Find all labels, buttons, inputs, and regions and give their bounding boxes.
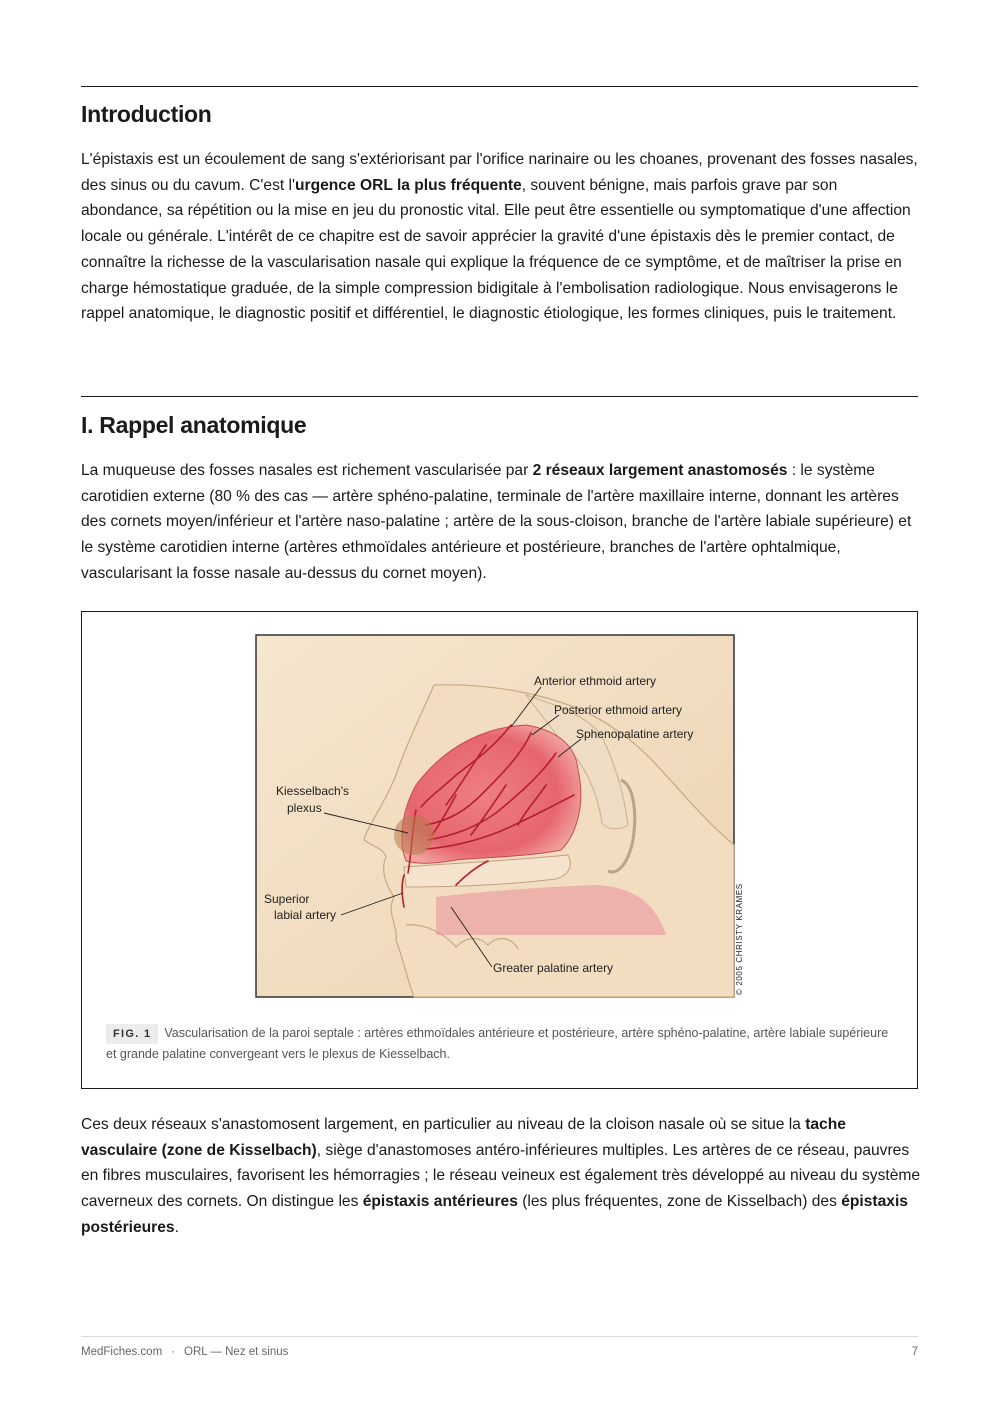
- copyright-credit: © 2005 CHRISTY KRAMES: [735, 883, 744, 995]
- label-posterior-ethmoid: Posterior ethmoid artery: [554, 703, 683, 717]
- anatomy-paragraph: [81, 458, 921, 587]
- figure-tag: FIG. 1: [106, 1024, 158, 1044]
- label-superior-labial-2: labial artery: [274, 908, 337, 922]
- emphasis-text: épistaxis antérieures: [362, 1193, 518, 1211]
- body-text: La muqueuse des fosses nasales est richement vascularisée par: [81, 462, 533, 479]
- footer-left: [81, 1346, 288, 1358]
- emphasis-text: urgence ORL la plus fréquente: [294, 176, 522, 194]
- body-text: .: [174, 1218, 179, 1236]
- intro-paragraph: [81, 147, 921, 327]
- body-text: Ces deux réseaux s'anastomosent largement, en particulier au niveau de la cloison nasale où se situe la: [81, 1116, 806, 1133]
- footer-divider: [81, 1336, 918, 1337]
- label-sphenopalatine: Sphenopalatine artery: [576, 727, 694, 741]
- body-text: , souvent bénigne, mais parfois grave par son abondance, sa répétition ou la mise en jeu du pronostic vital. Elle peut être essentielle ou symptomatique d'une affection locale ou générale. L'intérêt de ce chapitre est de savoir apprécier la gravité d'une épistaxis dès le premier contact, de connaître la richesse de la vascularisation nasale qui explique la fréquence de ce symptôme, et de maîtriser la prise en charge hémostatique graduée, de la simple compression bidigitale à l'embolisation radiologique. Nous envisagerons le rappel anatomique, le diagnostic positif et différentiel, le diagnostic étiologique, les formes cliniques, puis le traitement.: [81, 176, 911, 323]
- footer-section: ORL — Nez et sinus: [184, 1346, 289, 1358]
- body-text: : le système carotidien externe (80 % des cas — artère sphéno-palatine, terminale de l'artère maxillaire interne, donnant les artères des cornets moyen/inférieur et l'artère naso-palatine ; artère de la sous-cloison, branche de l'artère labiale supérieure) et le système carotidien interne (artères ethmoïdales antérieure et postérieure, branches de l'artère ophtalmique, vascularisant la fosse nasale au-dessus du cornet moyen).: [81, 462, 912, 582]
- footer-separator: ·: [171, 1346, 176, 1358]
- figure-caption: [106, 1023, 896, 1064]
- emphasis-text: épistaxis postérieures: [81, 1193, 908, 1236]
- page-number: 7: [911, 1346, 918, 1358]
- section-heading-introduction: Introduction: [81, 101, 212, 127]
- figure-box: [81, 611, 918, 1089]
- label-superior-labial-1: Superior: [264, 892, 310, 906]
- figure-caption-text: Vascularisation de la paroi septale : artères ethmoïdales antérieure et postérieure, artère sphéno-palatine, artère labiale supérieure et grande palatine convergeant vers le plexus de Kiesselbach.: [106, 1026, 889, 1061]
- nasal-vascularization-illustration: [256, 635, 744, 997]
- anastomosis-paragraph: [81, 1112, 921, 1241]
- label-greater-palatine: Greater palatine artery: [493, 961, 614, 975]
- section-divider: [81, 86, 918, 87]
- body-text: , siège d'anastomoses antéro-inférieures multiples. Les artères de ce réseau, pauvres en fibres musculaires, favorisent les hémorragies ; le réseau veineux est également très développé au niveau du système caverneux des cornets. On distingue les: [81, 1141, 921, 1211]
- section-heading-anatomy: I. Rappel anatomique: [81, 412, 307, 438]
- label-kiesselbach-1: Kiesselbach's: [276, 784, 349, 798]
- emphasis-text: tache vasculaire (zone de Kisselbach): [81, 1116, 846, 1159]
- body-text: (les plus fréquentes, zone de Kisselbach) des: [517, 1193, 842, 1211]
- emphasis-text: 2 réseaux largement anastomosés: [532, 462, 788, 479]
- body-text: L'épistaxis est un écoulement de sang s'extériorisant par l'orifice narinaire ou les choanes, provenant des fosses nasales, des sinus ou du cavum. C'est l': [81, 151, 918, 194]
- label-kiesselbach-2: plexus: [287, 801, 322, 815]
- section-divider: [81, 396, 918, 397]
- label-anterior-ethmoid: Anterior ethmoid artery: [534, 674, 657, 688]
- footer-site: MedFiches.com: [81, 1346, 163, 1358]
